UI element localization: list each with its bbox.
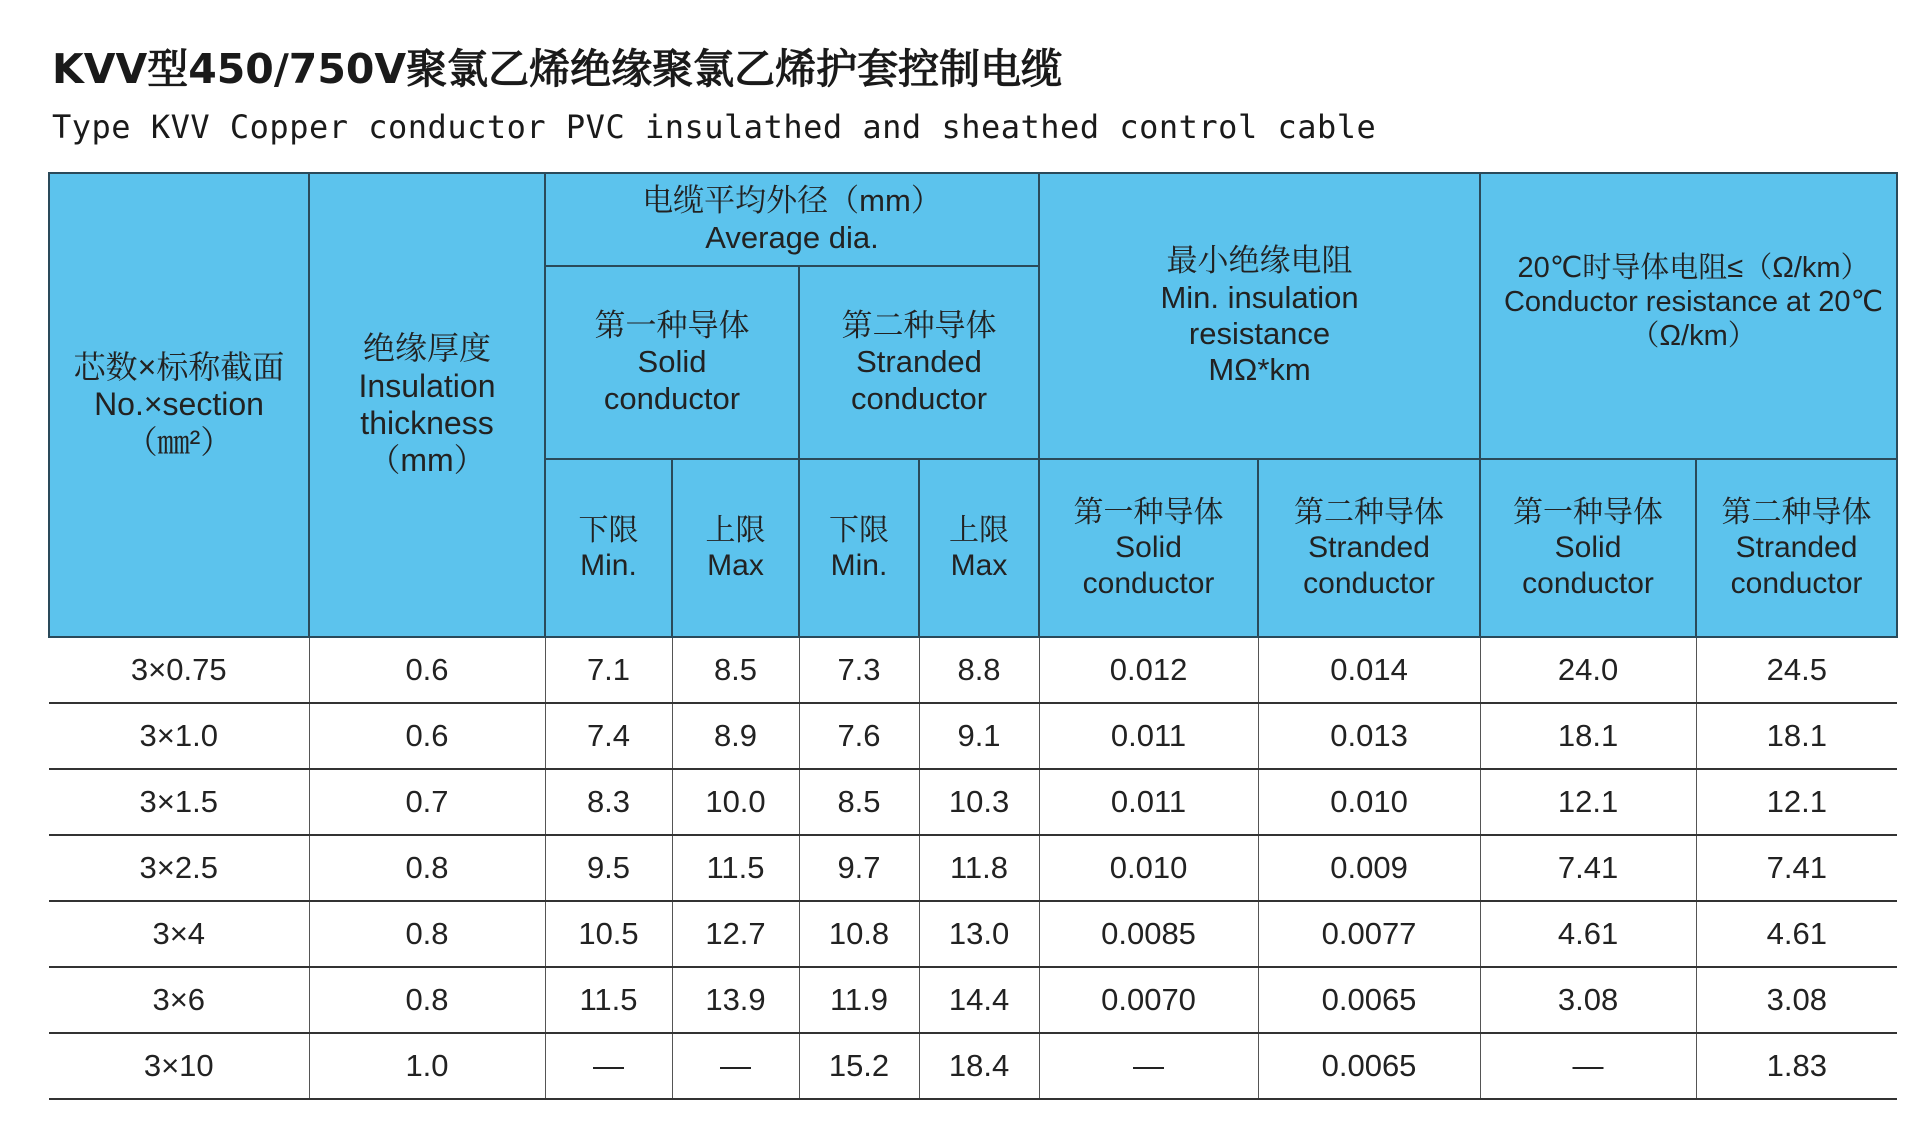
table-cell: 7.1 bbox=[545, 637, 672, 703]
table-cell: 18.1 bbox=[1480, 703, 1696, 769]
table-cell: 12.1 bbox=[1480, 769, 1696, 835]
table-cell: 4.61 bbox=[1696, 901, 1897, 967]
table-cell: 11.9 bbox=[799, 967, 919, 1033]
table-cell: 13.9 bbox=[672, 967, 799, 1033]
table-cell: 0.014 bbox=[1258, 637, 1480, 703]
table-cell: 14.4 bbox=[919, 967, 1039, 1033]
table-cell: 0.6 bbox=[309, 703, 545, 769]
table-header bbox=[49, 173, 1897, 637]
table-cell: 0.8 bbox=[309, 835, 545, 901]
table-cell: 11.5 bbox=[545, 967, 672, 1033]
table-cell: — bbox=[1480, 1033, 1696, 1099]
table-cell: 0.8 bbox=[309, 901, 545, 967]
table-cell: 0.010 bbox=[1258, 769, 1480, 835]
table-cell: 7.6 bbox=[799, 703, 919, 769]
spec-table bbox=[48, 172, 1898, 1100]
table-cell: 0.0085 bbox=[1039, 901, 1258, 967]
table-cell: — bbox=[545, 1033, 672, 1099]
table-cell: 3.08 bbox=[1480, 967, 1696, 1033]
table-cell: 24.5 bbox=[1696, 637, 1897, 703]
table-row bbox=[49, 703, 1897, 769]
table-cell: 7.41 bbox=[1696, 835, 1897, 901]
header-stranded-min: 下限 Min. bbox=[799, 459, 919, 637]
table-cell: 7.4 bbox=[545, 703, 672, 769]
table-cell: 3.08 bbox=[1696, 967, 1897, 1033]
header-solid-max: 上限 Max bbox=[672, 459, 799, 637]
table-cell: 0.011 bbox=[1039, 769, 1258, 835]
table-cell: 3×2.5 bbox=[49, 835, 309, 901]
table-cell: 0.0077 bbox=[1258, 901, 1480, 967]
table-cell: 3×6 bbox=[49, 967, 309, 1033]
table-row bbox=[49, 1033, 1897, 1099]
table-cell: 1.0 bbox=[309, 1033, 545, 1099]
table-cell: 8.3 bbox=[545, 769, 672, 835]
table-cell: 11.5 bbox=[672, 835, 799, 901]
table-cell: 10.8 bbox=[799, 901, 919, 967]
table-cell: 12.7 bbox=[672, 901, 799, 967]
table-cell: 0.013 bbox=[1258, 703, 1480, 769]
header-cond-res-solid: 第一种导体 Solid conductor bbox=[1480, 459, 1696, 637]
table-cell: 9.7 bbox=[799, 835, 919, 901]
table-cell: 18.4 bbox=[919, 1033, 1039, 1099]
table-cell: 3×1.5 bbox=[49, 769, 309, 835]
header-average-diameter: 电缆平均外径（mm） Average dia. bbox=[545, 173, 1039, 266]
page-title: KVV型450/750V聚氯乙烯绝缘聚氯乙烯护套控制电缆 bbox=[52, 45, 1063, 93]
header-conductor-resistance: 20℃时导体电阻≤（Ω/km） Conductor resistance at 20℃ （Ω/km） bbox=[1480, 173, 1897, 459]
header-insulation-thickness: 绝缘厚度 Insulation thickness （mm） bbox=[309, 173, 545, 637]
table-cell: 7.41 bbox=[1480, 835, 1696, 901]
table-cell: 9.5 bbox=[545, 835, 672, 901]
table-cell: 12.1 bbox=[1696, 769, 1897, 835]
table-body bbox=[49, 637, 1897, 1099]
table-row bbox=[49, 901, 1897, 967]
table-cell: 8.9 bbox=[672, 703, 799, 769]
table-cell: 0.009 bbox=[1258, 835, 1480, 901]
header-cond-res-stranded: 第二种导体 Stranded conductor bbox=[1696, 459, 1897, 637]
header-section: 芯数×标称截面 No.×section （㎜²） bbox=[49, 173, 309, 637]
table-row bbox=[49, 967, 1897, 1033]
table-cell: 1.83 bbox=[1696, 1033, 1897, 1099]
table-cell: 0.8 bbox=[309, 967, 545, 1033]
table-cell: 15.2 bbox=[799, 1033, 919, 1099]
table-cell: 0.6 bbox=[309, 637, 545, 703]
table-cell: 3×4 bbox=[49, 901, 309, 967]
table-cell: 0.012 bbox=[1039, 637, 1258, 703]
table-cell: 8.5 bbox=[672, 637, 799, 703]
table-row bbox=[49, 769, 1897, 835]
table-cell: 10.3 bbox=[919, 769, 1039, 835]
table-cell: 4.61 bbox=[1480, 901, 1696, 967]
table-cell: 9.1 bbox=[919, 703, 1039, 769]
table-cell: — bbox=[1039, 1033, 1258, 1099]
table-cell: 0.010 bbox=[1039, 835, 1258, 901]
table-cell: 8.5 bbox=[799, 769, 919, 835]
header-stranded-max: 上限 Max bbox=[919, 459, 1039, 637]
table-cell: 0.7 bbox=[309, 769, 545, 835]
table-cell: 13.0 bbox=[919, 901, 1039, 967]
table-cell: 3×0.75 bbox=[49, 637, 309, 703]
table-cell: 10.5 bbox=[545, 901, 672, 967]
page-subtitle: Type KVV Copper conductor PVC insulathed and sheathed control cable bbox=[52, 108, 1377, 146]
table-cell: 0.0065 bbox=[1258, 967, 1480, 1033]
header-ins-res-stranded: 第二种导体 Stranded conductor bbox=[1258, 459, 1480, 637]
table-cell: 10.0 bbox=[672, 769, 799, 835]
table-cell: 24.0 bbox=[1480, 637, 1696, 703]
table-cell: 0.0070 bbox=[1039, 967, 1258, 1033]
header-dia-stranded: 第二种导体 Stranded conductor bbox=[799, 266, 1039, 459]
table-cell: 8.8 bbox=[919, 637, 1039, 703]
header-ins-res-solid: 第一种导体 Solid conductor bbox=[1039, 459, 1258, 637]
table-cell: 3×10 bbox=[49, 1033, 309, 1099]
table-row bbox=[49, 835, 1897, 901]
table-cell: — bbox=[672, 1033, 799, 1099]
header-solid-min: 下限 Min. bbox=[545, 459, 672, 637]
table-cell: 18.1 bbox=[1696, 703, 1897, 769]
header-dia-solid: 第一种导体 Solid conductor bbox=[545, 266, 799, 459]
table-cell: 7.3 bbox=[799, 637, 919, 703]
table-cell: 3×1.0 bbox=[49, 703, 309, 769]
table-row bbox=[49, 637, 1897, 703]
table-cell: 11.8 bbox=[919, 835, 1039, 901]
header-min-insulation-resistance: 最小绝缘电阻 Min. insulation resistance MΩ*km bbox=[1039, 173, 1480, 459]
table-cell: 0.0065 bbox=[1258, 1033, 1480, 1099]
table-cell: 0.011 bbox=[1039, 703, 1258, 769]
